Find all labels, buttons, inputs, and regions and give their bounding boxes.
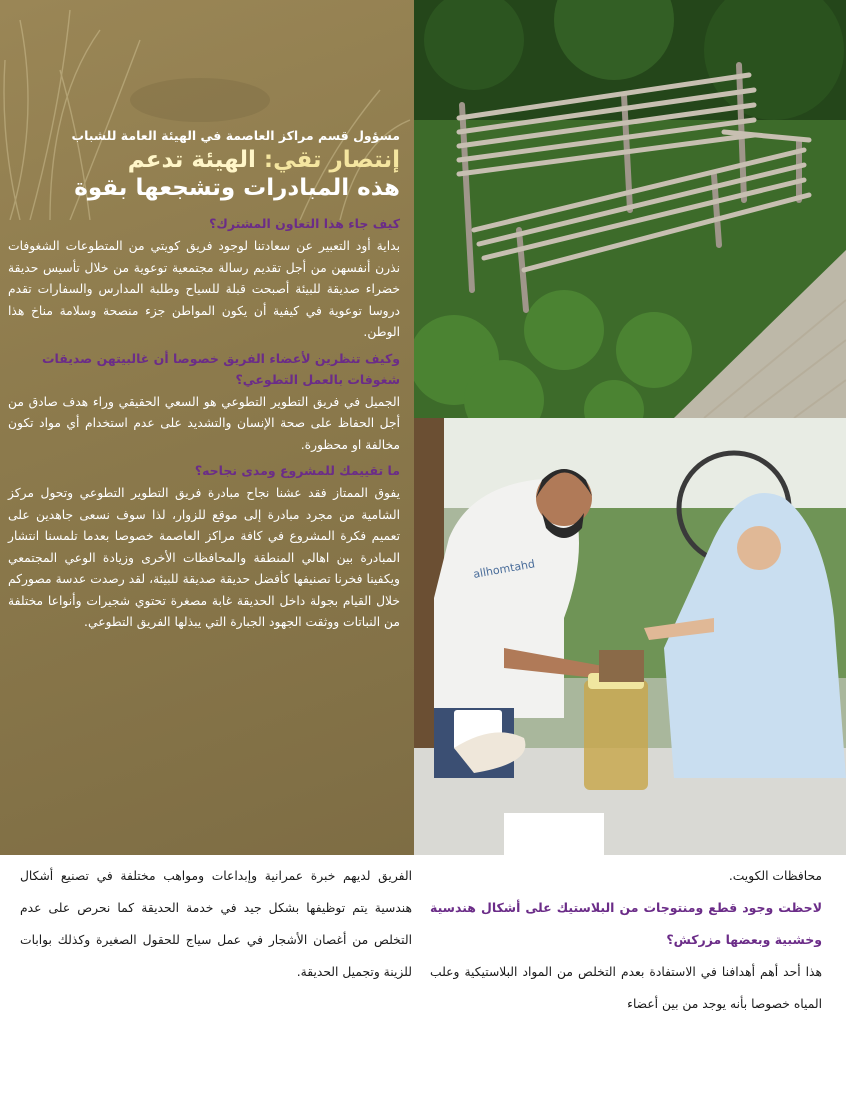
interview-panel [0,0,414,855]
answer-2: الجميل في فريق التطوير التطوعي هو السعي الحقيقي وراء هدف صادق من أجل الحفاظ على صحة الإنسان والتشديد على عدم استخدام أي مواد تكون مخالفة او محظورة. [8,394,400,452]
headline-part-1: الهيئة تدعم [127,147,256,173]
bench-illustration [414,0,846,418]
question-4: لاحظت وجود قطع ومنتوجات من البلاستيك على أشكال هندسية وخشبية وبعضها مزركش؟ [430,900,822,947]
question-2: وكيف تنظرين لأعضاء الفريق خصوصا أن غالبيتهن صديقات شغوفات بالعمل التطوعي؟ [41,350,400,387]
volunteers-illustration [414,418,846,855]
answer-1: بداية أود التعبير عن سعادتنا لوجود فريق كويتي من المتطوعات الشغوفات نذرن أنفسهن من أجل تقديم رسالة مجتمعية توعوية من خلال تأسيس حديقة خضراء صديقة للبيئة أصبحت قبلة للسياح وطلبة المدارس والسفارات تقدم دروسا توعوية في كيفية أن يكون المواطن جزء منصحة وسلامة مناخ هذا الوطن. [8,239,400,339]
interviewee-name: إنتصار تقي: [263,147,400,173]
bench-photo [414,0,846,418]
bottom-left-column [20,860,412,988]
answer-4-continued: الفريق لديهم خبرة عمرانية وإبداعات ومواهب مختلفة في تصنيع أشكال هندسية يتم توظيفها بشكل جيد في خدمة الحديقة كما نحرص على عدم التخلص من أغصان الأشجار في عمل سياج للحقول الصغيرة وكذلك بوابات للزينة وتجميل الحديقة. [20,869,412,979]
question-3: ما تقييمك للمشروع ومدى نجاحه؟ [194,463,400,478]
panel-text [8,128,400,634]
headline-line-1 [8,147,400,173]
volunteers-photo [414,418,846,855]
question-1: كيف جاء هذا التعاون المشترك؟ [209,216,400,231]
headline-line-2: هذه المبادرات وتشجعها بقوة [74,175,400,201]
answer-4-start: هذا أحد أهم أهدافنا في الاستفادة بعدم التخلص من المواد البلاستيكية وعلب المياه خصوصا بأنه يوجد من بين أعضاء [430,965,822,1011]
answer-3: يفوق الممتاز فقد عشنا نجاح مبادرة فريق التطوير التطوعي وتحول مركز الشامية من مجرد مبادرة إلى موقع للزوار، لذا سوف نسعى جاهدين على تعميم فكرة المشروع في كافة مراكز العاصمة خصوصا بعدما تلمسنا انتشار المبادرة بين اهالي المنطقة والمحافظات الأخرى وزيادة الوعي المجتمعي ويكفينا فخرنا تصنيفها كأفضل حديقة صديقة للبيئة، لقد رصدت عدسة مصوركم خلال القيام بجولة داخل الحديقة غابة مصغرة تحتوي شجيرات وأنواعا مختلفة من النباتات ووثقت الجهود الجبارة التي يبذلها الفريق التطوعي. [8,486,400,629]
bottom-right-column [430,860,822,1020]
shirt-print: allhomtahd [472,557,536,581]
continued-line: محافظات الكويت. [728,869,822,883]
interviewee-role: مسؤول قسم مراكز العاصمة في الهيئة العامة للشباب [71,128,400,143]
